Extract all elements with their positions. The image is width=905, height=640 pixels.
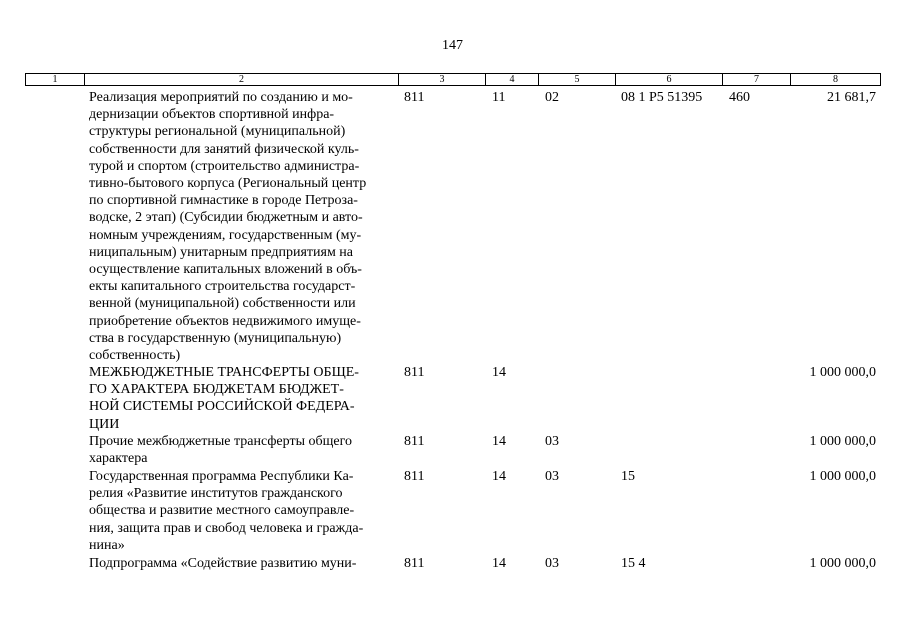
- cell-col-4: 11: [492, 90, 506, 105]
- header-col-1: 1: [26, 74, 85, 85]
- description-line: ГО ХАРАКТЕРА БЮДЖЕТАМ БЮДЖЕТ-: [89, 382, 344, 398]
- description-line: структуры региональной (муниципальной): [89, 124, 346, 140]
- description-line: по спортивной гимнастике в городе Петроза-: [89, 193, 358, 209]
- description-line: водске, 2 этап) (Субсидии бюджетным и авто-: [89, 210, 363, 226]
- description-line: общества и развитие местного самоуправле-: [89, 503, 355, 519]
- cell-col-3: 811: [404, 434, 425, 449]
- description-line: собственность): [89, 348, 181, 364]
- description-line: МЕЖБЮДЖЕТНЫЕ ТРАНСФЕРТЫ ОБЩЕ-: [89, 365, 359, 380]
- description-line: Реализация мероприятий по созданию и мо-: [89, 90, 353, 105]
- description-line: ства в государственную (муниципальную): [89, 330, 342, 346]
- cell-col-8: 1 000 000,0: [809, 469, 876, 484]
- cell-col-5: 03: [545, 434, 559, 449]
- cell-col-8: 1 000 000,0: [809, 556, 876, 571]
- cell-col-3: 811: [404, 556, 425, 571]
- description-line: Государственная программа Республики Ка-: [89, 469, 354, 484]
- description-line: екты капитального строительства государст-: [89, 279, 356, 295]
- description-line: Подпрограмма «Содействие развитию муни-: [89, 556, 357, 571]
- header-col-6: 6: [616, 74, 723, 85]
- cell-col-5: 03: [545, 469, 559, 484]
- cell-col-6: 15: [621, 469, 635, 484]
- cell-col-4: 14: [492, 434, 506, 449]
- cell-col-4: 14: [492, 556, 506, 571]
- cell-col-8: 1 000 000,0: [809, 365, 876, 380]
- page-number: 147: [442, 38, 463, 53]
- description-line: собственности для занятий физической куль-: [89, 141, 359, 157]
- description-line: приобретение объектов недвижимого имуще-: [89, 313, 361, 329]
- cell-col-4: 14: [492, 469, 506, 484]
- cell-col-8: 1 000 000,0: [809, 434, 876, 449]
- description-line: НОЙ СИСТЕМЫ РОССИЙСКОЙ ФЕДЕРА-: [89, 399, 355, 415]
- description-line: номным учреждениям, государственным (му-: [89, 227, 362, 243]
- description-line: осуществление капитальных вложений в объ-: [89, 262, 362, 278]
- description-line: тивно-бытового корпуса (Региональный центр: [89, 176, 367, 192]
- cell-col-3: 811: [404, 365, 425, 380]
- description-line: характера: [89, 451, 148, 467]
- description-line: ниципальным) унитарным предприятиям на: [89, 244, 354, 260]
- cell-col-5: 02: [545, 90, 559, 105]
- header-col-4: 4: [486, 74, 539, 85]
- description-line: Прочие межбюджетные трансферты общего: [89, 434, 352, 449]
- cell-col-8: 21 681,7: [827, 90, 876, 105]
- cell-col-5: 03: [545, 556, 559, 571]
- row-description: [89, 555, 395, 572]
- cell-col-6: 15 4: [621, 556, 646, 571]
- header-col-5: 5: [539, 74, 616, 85]
- description-line: нина»: [89, 537, 125, 553]
- cell-col-7: 460: [729, 90, 750, 105]
- description-line: ЦИИ: [89, 416, 120, 432]
- cell-col-4: 14: [492, 365, 506, 380]
- header-col-8: 8: [833, 74, 838, 85]
- table-header-row: [25, 73, 881, 86]
- row-description: [89, 89, 395, 364]
- row-description: [89, 433, 395, 467]
- description-line: венной (муниципальной) собственности или: [89, 296, 356, 312]
- cell-col-3: 811: [404, 90, 425, 105]
- header-col-7: 7: [723, 74, 791, 85]
- cell-col-3: 811: [404, 469, 425, 484]
- description-line: турой и спортом (строительство администра-: [89, 158, 360, 174]
- row-description: [89, 468, 395, 554]
- description-line: дернизации объектов спортивной инфра-: [89, 107, 335, 123]
- cell-col-6: 08 1 P5 51395: [621, 90, 703, 105]
- header-col-3: 3: [399, 74, 486, 85]
- description-line: релия «Развитие институтов гражданского: [89, 486, 343, 502]
- description-line: ния, защита прав и свобод человека и гражда-: [89, 520, 364, 536]
- row-description: [89, 364, 395, 433]
- header-col-2: 2: [85, 74, 399, 85]
